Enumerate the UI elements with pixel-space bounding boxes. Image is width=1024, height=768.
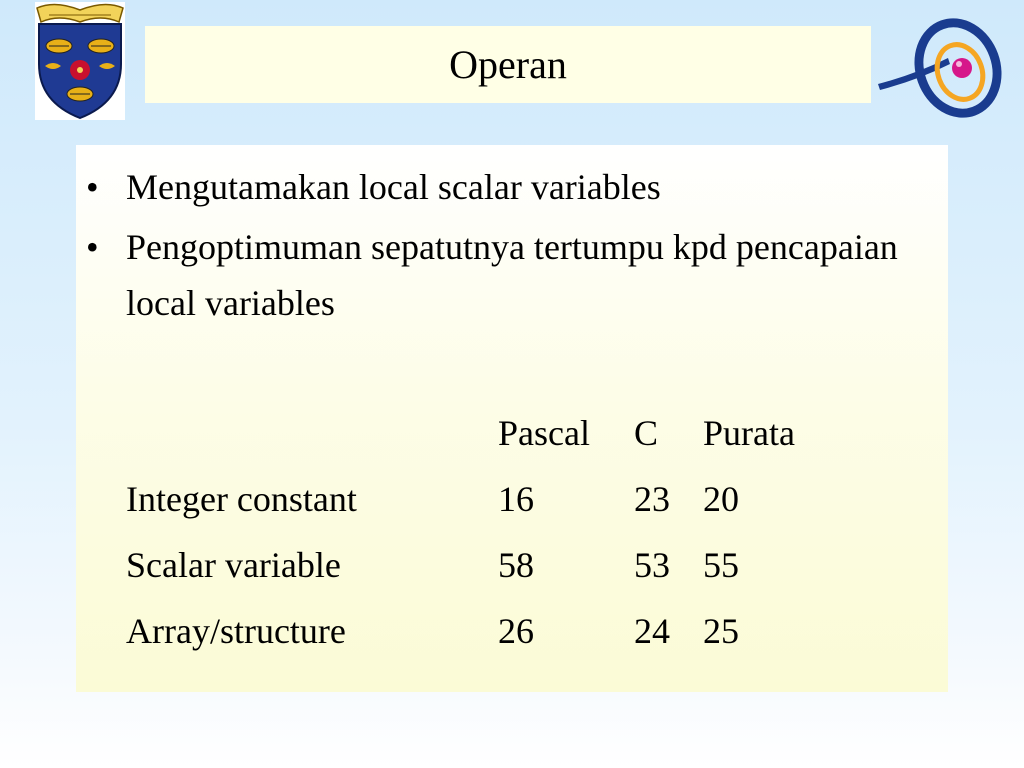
- comparison-table: [126, 400, 863, 664]
- table-cell: 55: [703, 545, 739, 585]
- table-header-row: [126, 400, 863, 466]
- row-label: Array/structure: [126, 611, 346, 651]
- table-header-cell: C: [634, 413, 659, 453]
- table-row: [126, 598, 863, 664]
- bullet-marker: •: [86, 227, 99, 267]
- bullet-text: Mengutamakan local scalar variables: [126, 167, 661, 207]
- table-cell: 53: [634, 545, 670, 585]
- university-crest-icon: [35, 2, 125, 120]
- table-row: [126, 532, 863, 598]
- orbit-logo-icon: [876, 18, 1006, 126]
- table-header-cell: [126, 400, 498, 466]
- row-label: Scalar variable: [126, 545, 341, 585]
- table-header-cell: Purata: [703, 413, 795, 453]
- slide-title: Operan: [449, 41, 567, 87]
- table-cell: 23: [634, 479, 670, 519]
- bullet-list: [86, 159, 936, 335]
- table-cell: 26: [498, 611, 534, 651]
- bullet-marker: •: [86, 167, 99, 207]
- table-cell: 58: [498, 545, 534, 585]
- bullet-item: [86, 219, 936, 331]
- table-cell: 24: [634, 611, 670, 651]
- bullet-text: Pengoptimuman sepatutnya tertumpu kpd pencapaian local variables: [126, 227, 898, 323]
- title-box: [145, 26, 871, 103]
- table-header-cell: Pascal: [498, 413, 590, 453]
- table-cell: 16: [498, 479, 534, 519]
- table-cell: 25: [703, 611, 739, 651]
- table-row: [126, 466, 863, 532]
- bullet-item: [86, 159, 936, 215]
- content-box: [76, 145, 948, 692]
- row-label: Integer constant: [126, 479, 357, 519]
- table-cell: 20: [703, 479, 739, 519]
